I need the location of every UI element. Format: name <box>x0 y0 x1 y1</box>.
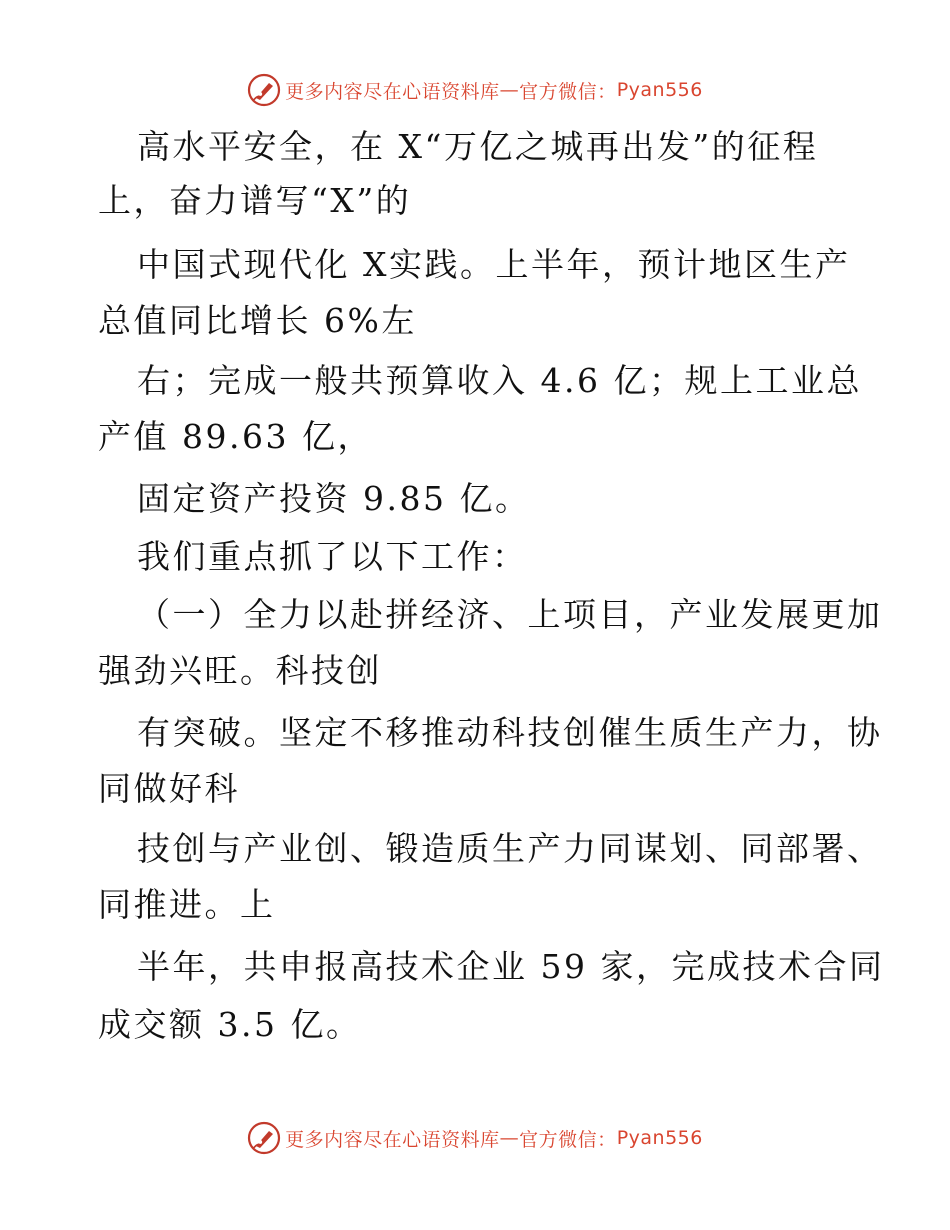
body-line: 固定资产投资 9.85 亿。 <box>137 479 531 518</box>
body-line: 同做好科 <box>98 769 240 808</box>
footer-wechat-label: 官方微信： <box>519 1128 617 1151</box>
body-line: 强劲兴旺。科技创 <box>98 651 382 690</box>
body-line: 高水平安全，在 X“万亿之城再出发”的征程 <box>137 127 819 166</box>
body-line: 同推进。上 <box>98 885 276 924</box>
header-watermark <box>0 70 950 110</box>
body-line: 右；完成一般共预算收入 4.6 亿；规上工业总 <box>137 361 862 400</box>
header-wechat-label: 官方微信： <box>519 80 617 103</box>
body-line: 有突破。坚定不移推动科技创催生质生产力，协 <box>137 713 883 752</box>
body-line: （一）全力以赴拼经济、上项目，产业发展更加 <box>137 595 883 634</box>
pen-logo-icon <box>247 1121 281 1155</box>
footer-site-text: 更多内容尽在心语资料库 <box>285 1128 500 1151</box>
body-line: 总值同比增长 6%左 <box>98 301 417 340</box>
pen-logo-icon <box>247 73 281 107</box>
header-wechat-id: Pyan556 <box>616 79 703 101</box>
footer-watermark <box>0 1118 950 1158</box>
body-line: 我们重点抓了以下工作： <box>137 537 528 576</box>
body-line: 产值 89.63 亿， <box>98 417 373 456</box>
body-line: 成交额 3.5 亿。 <box>98 1005 362 1044</box>
header-site-text: 更多内容尽在心语资料库 <box>285 80 500 103</box>
body-line: 半年，共申报高技术企业 59 家，完成技术合同 <box>137 947 885 986</box>
body-line: 技创与产业创、锻造质生产力同谋划、同部署、 <box>137 829 883 868</box>
header-separator: — <box>499 79 520 101</box>
footer-wechat-id: Pyan556 <box>616 1127 703 1149</box>
body-line: 中国式现代化 X实践。上半年，预计地区生产 <box>137 245 851 284</box>
body-line: 上，奋力谱写“X”的 <box>98 181 412 220</box>
footer-separator: — <box>499 1127 520 1149</box>
